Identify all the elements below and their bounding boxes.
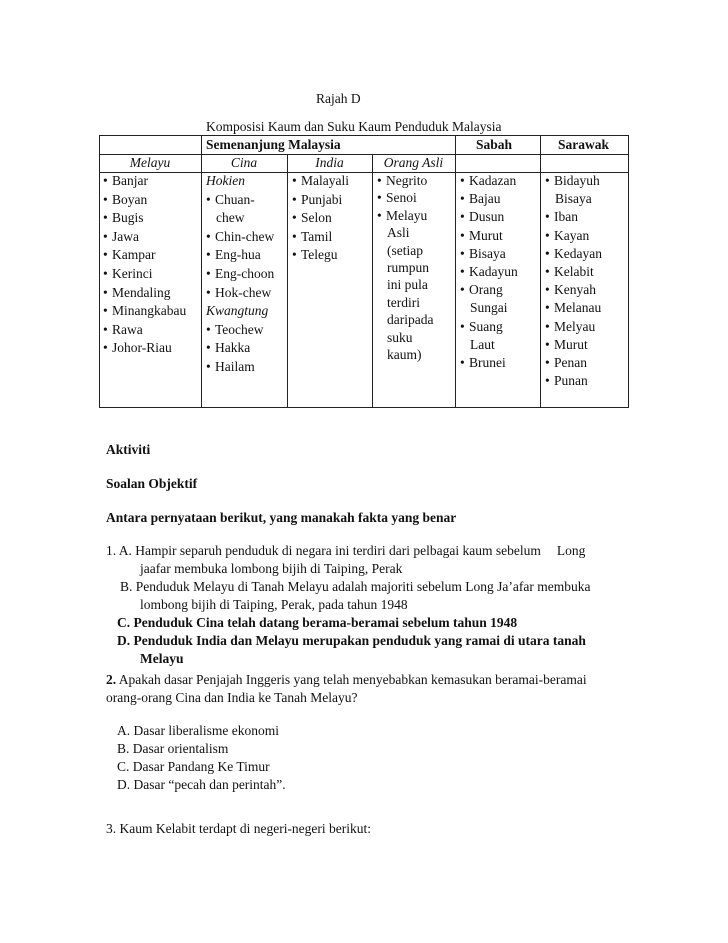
list-item: • Rawa xyxy=(103,321,143,337)
option-d: D. Dasar “pecah dan perintah”. xyxy=(117,777,286,792)
option-d-line2: Melayu xyxy=(140,651,184,666)
option-b-line2: lombong bijih di Taiping, Perak, pada tahun 1948 xyxy=(140,597,408,612)
column-orang-asli xyxy=(377,172,433,363)
list-item: • Dusun xyxy=(460,209,505,225)
list-item: • Murut xyxy=(545,336,588,352)
header-cina: Cina xyxy=(230,155,258,170)
question-1 xyxy=(106,542,590,668)
list-item: • Hok-chew xyxy=(206,284,272,300)
list-item: • Melayu xyxy=(377,207,428,223)
list-item-continuation: suku xyxy=(387,329,413,345)
list-item: • Eng-hua xyxy=(206,247,261,263)
list-item-continuation: kaum) xyxy=(387,347,422,363)
list-item: • Kadazan xyxy=(460,173,517,188)
list-item-continuation: daripada xyxy=(387,312,434,328)
heading-aktiviti: Aktiviti xyxy=(106,442,151,457)
list-item: • Suang xyxy=(460,318,503,334)
column-sabah xyxy=(460,172,518,372)
list-item-continuation: ini pula xyxy=(387,277,428,293)
list-item: • Penan xyxy=(545,355,587,371)
option-c: C. Penduduk Cina telah datang berama-beramai sebelum tahun 1948 xyxy=(117,615,518,630)
column-sarawak xyxy=(545,172,602,390)
option-a: A. Dasar liberalisme ekonomi xyxy=(117,723,279,738)
list-item: • Murut xyxy=(460,227,503,243)
list-item: • Melyau xyxy=(545,318,596,334)
header-melayu: Melayu xyxy=(129,155,171,170)
list-item: • Punan xyxy=(545,373,588,389)
column-cina xyxy=(206,172,274,377)
list-item: • Kenyah xyxy=(545,282,596,298)
option-a-line2: jaafar membuka lombong bijih di Taiping, Perak xyxy=(140,561,403,576)
list-item: • Senoi xyxy=(377,190,417,206)
header-india: India xyxy=(315,155,344,170)
list-item: • Kelabit xyxy=(545,264,594,280)
question-2-options xyxy=(117,722,286,794)
question-2 xyxy=(106,671,587,707)
list-item: • Selon xyxy=(292,210,332,226)
list-item-continuation: rumpun xyxy=(387,260,429,276)
list-item: • Mendaling xyxy=(103,284,171,300)
list-item: • Chin-chew xyxy=(206,228,275,244)
table-title: Komposisi Kaum dan Suku Kaum Penduduk Malaysia xyxy=(206,119,502,134)
list-item: • Telegu xyxy=(292,247,338,263)
list-item: • Bidayuh xyxy=(545,173,600,188)
list-item: • Teochew xyxy=(206,321,264,337)
column-melayu xyxy=(103,172,186,358)
list-item-continuation: Asli xyxy=(387,225,410,241)
question-3: 3. Kaum Kelabit terdapt di negeri-negeri berikut: xyxy=(106,821,372,836)
option-b: B. Dasar orientalism xyxy=(117,741,229,756)
list-item: • Minangkabau xyxy=(103,303,187,319)
list-item: • Kadayun xyxy=(460,264,518,280)
list-item: • Punjabi xyxy=(292,191,343,207)
option-a-long: Long xyxy=(556,543,586,558)
list-item-continuation: Sungai xyxy=(470,300,508,316)
list-item-continuation: Bisaya xyxy=(555,191,592,207)
list-item-continuation: terdiri xyxy=(387,294,420,310)
list-item: • Johor-Riau xyxy=(103,340,172,356)
option-a-line1: 1. A. Hampir separuh penduduk di negara ini terdiri dari pelbagai kaum sebelum xyxy=(106,543,541,558)
list-item: • Tamil xyxy=(292,228,333,244)
list-item: • Kedayan xyxy=(545,245,602,261)
column-india xyxy=(292,172,349,265)
list-item: • Kerinci xyxy=(103,265,153,281)
list-item: • Hakka xyxy=(206,340,251,356)
option-b-line1: B. Penduduk Melayu di Tanah Melayu adalah majoriti sebelum Long Ja’afar membuka xyxy=(120,579,591,594)
list-item: • Iban xyxy=(545,209,578,225)
instruction: Antara pernyataan berikut, yang manakah fakta yang benar xyxy=(106,510,457,525)
header-orang-asli: Orang Asli xyxy=(383,155,444,170)
option-d-line1: D. Penduduk India dan Melayu merupakan penduduk yang ramai di utara tanah xyxy=(117,633,586,648)
list-item-continuation: (setiap xyxy=(387,242,423,258)
list-item: • Negrito xyxy=(377,173,428,188)
subgroup-label-kwangtung: Kwangtung xyxy=(206,303,269,319)
list-item-continuation: chew xyxy=(216,210,245,226)
option-c: C. Dasar Pandang Ke Timur xyxy=(117,759,270,774)
list-item: • Eng-choon xyxy=(206,265,275,281)
list-item: • Bajau xyxy=(460,191,501,207)
list-item: • Kayan xyxy=(545,227,590,243)
figure-label: Rajah D xyxy=(316,91,361,106)
list-item: • Bugis xyxy=(103,210,144,226)
list-item: • Orang xyxy=(460,282,503,298)
header-sabah: Sabah xyxy=(476,137,513,152)
question-2-line1: Apakah dasar Penjajah Inggeris yang telah menyebabkan kemasukan beramai-beramai xyxy=(118,672,587,687)
list-item: • Malayali xyxy=(292,173,349,188)
question-2-number: 2. xyxy=(106,672,117,687)
header-sarawak: Sarawak xyxy=(558,137,610,152)
list-item: • Kampar xyxy=(103,247,156,263)
list-item: • Hailam xyxy=(206,358,255,374)
subgroup-label-hokien: Hokien xyxy=(206,173,245,188)
list-item: • Melanau xyxy=(545,300,602,316)
question-2-line2: orang-orang Cina dan India ke Tanah Melayu? xyxy=(106,690,358,705)
list-item: • Jawa xyxy=(103,228,139,244)
list-item: • Brunei xyxy=(460,355,506,371)
list-item-continuation: Laut xyxy=(470,336,495,352)
list-item: • Banjar xyxy=(103,173,148,188)
heading-soalan-objektif: Soalan Objektif xyxy=(106,476,198,491)
list-item: • Bisaya xyxy=(460,245,506,261)
list-item: • Chuan- xyxy=(206,191,255,207)
list-item: • Boyan xyxy=(103,191,148,207)
header-semenanjung: Semenanjung Malaysia xyxy=(206,137,341,152)
